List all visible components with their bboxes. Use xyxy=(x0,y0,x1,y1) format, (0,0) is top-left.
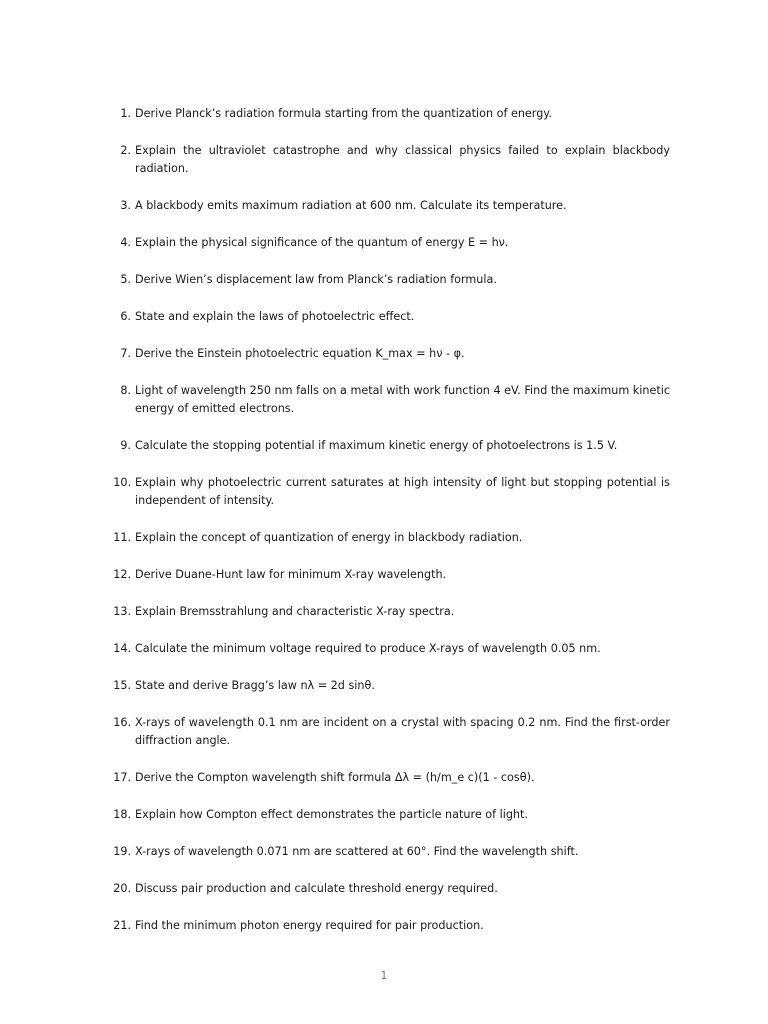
question-item xyxy=(98,271,670,289)
question-number: 5. xyxy=(120,273,131,286)
question-item xyxy=(98,603,670,621)
question-number: 4. xyxy=(120,236,131,249)
question-text: Discuss pair production and calculate threshold energy required. xyxy=(135,882,498,895)
question-text: Explain the physical significance of the quantum of energy E = hν. xyxy=(135,236,509,249)
question-item xyxy=(98,529,670,547)
question-item xyxy=(98,566,670,584)
question-item xyxy=(98,880,670,898)
question-item xyxy=(98,640,670,658)
question-number: 7. xyxy=(120,347,131,360)
question-item xyxy=(98,234,670,252)
question-item xyxy=(98,474,670,510)
question-item xyxy=(98,105,670,123)
question-number: 18. xyxy=(113,808,131,821)
question-item xyxy=(98,382,670,418)
page-number: 1 xyxy=(380,970,388,982)
question-text: State and derive Bragg’s law nλ = 2d sinθ. xyxy=(135,679,375,692)
question-number: 19. xyxy=(113,845,131,858)
question-number: 2. xyxy=(120,144,131,157)
question-item xyxy=(98,437,670,455)
question-text: Derive Duane-Hunt law for minimum X-ray wavelength. xyxy=(135,568,447,581)
question-number: 14. xyxy=(113,642,131,655)
question-text: Explain how Compton effect demonstrates the particle nature of light. xyxy=(135,808,528,821)
question-number: 9. xyxy=(120,439,131,452)
question-text: Derive the Compton wavelength shift formula Δλ = (h/m_e c)(1 - cosθ). xyxy=(135,771,535,784)
question-text: State and explain the laws of photoelectric effect. xyxy=(135,310,415,323)
question-text: A blackbody emits maximum radiation at 600 nm. Calculate its temperature. xyxy=(135,199,567,212)
question-text: Derive Planck’s radiation formula starting from the quantization of energy. xyxy=(135,107,552,120)
question-text: Calculate the stopping potential if maximum kinetic energy of photoelectrons is 1.5 V. xyxy=(135,439,618,452)
question-item xyxy=(98,345,670,363)
question-number: 16. xyxy=(113,716,131,729)
question-text: Light of wavelength 250 nm falls on a metal with work function 4 eV. Find the maximum kinetic energy of emitted electrons. xyxy=(135,384,670,415)
question-text: Explain the concept of quantization of energy in blackbody radiation. xyxy=(135,531,523,544)
question-number: 12. xyxy=(113,568,131,581)
question-text: X-rays of wavelength 0.1 nm are incident on a crystal with spacing 0.2 nm. Find the first-order diffraction angle. xyxy=(135,716,670,747)
question-number: 10. xyxy=(113,476,131,489)
question-item xyxy=(98,917,670,935)
question-list xyxy=(98,105,670,954)
question-item xyxy=(98,714,670,750)
question-item xyxy=(98,843,670,861)
question-number: 13. xyxy=(113,605,131,618)
question-text: Derive Wien’s displacement law from Planck’s radiation formula. xyxy=(135,273,497,286)
question-text: Derive the Einstein photoelectric equation K_max = hν - φ. xyxy=(135,347,465,360)
question-number: 21. xyxy=(113,919,131,932)
question-number: 6. xyxy=(120,310,131,323)
question-item xyxy=(98,677,670,695)
question-number: 17. xyxy=(113,771,131,784)
question-number: 15. xyxy=(113,679,131,692)
question-number: 8. xyxy=(120,384,131,397)
question-item xyxy=(98,197,670,215)
question-number: 11. xyxy=(113,531,131,544)
question-item xyxy=(98,806,670,824)
question-text: Find the minimum photon energy required for pair production. xyxy=(135,919,484,932)
question-text: Explain the ultraviolet catastrophe and why classical physics failed to explain blackbody radiation. xyxy=(135,144,670,175)
question-item xyxy=(98,142,670,178)
question-item xyxy=(98,769,670,787)
question-item xyxy=(98,308,670,326)
question-number: 1. xyxy=(120,107,131,120)
question-text: Explain Bremsstrahlung and characteristic X-ray spectra. xyxy=(135,605,455,618)
question-number: 20. xyxy=(113,882,131,895)
question-number: 3. xyxy=(120,199,131,212)
question-text: X-rays of wavelength 0.071 nm are scattered at 60°. Find the wavelength shift. xyxy=(135,845,579,858)
question-text: Explain why photoelectric current saturates at high intensity of light but stopping potential is independent of intensity. xyxy=(135,476,670,507)
question-text: Calculate the minimum voltage required to produce X-rays of wavelength 0.05 nm. xyxy=(135,642,601,655)
